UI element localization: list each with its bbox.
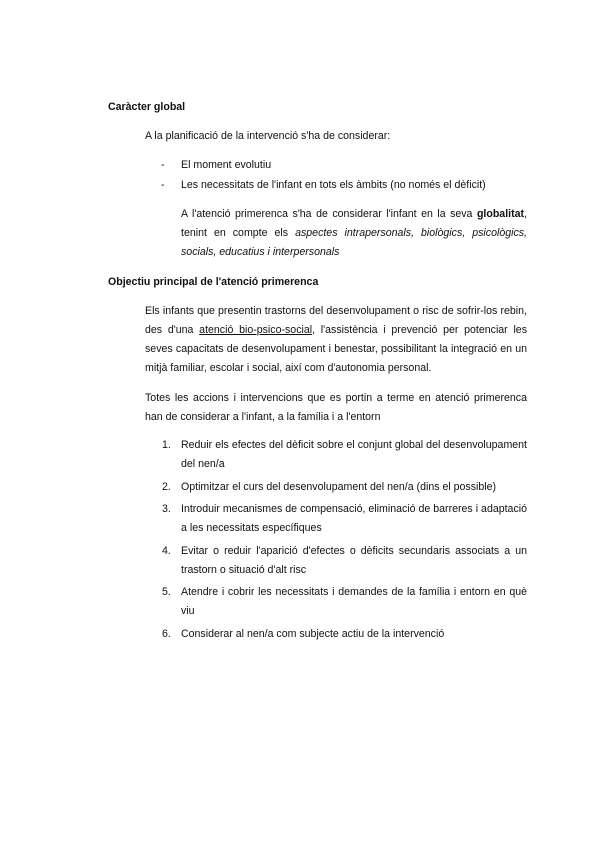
- list-item: 2. Optimitzar el curs del desenvolupament del nen/a (dins el possible): [162, 480, 497, 493]
- section2-paragraph-1: Els infants que presentin trastorns del desenvolupament o risc de sofrir-los rebin, des d'una atenció bio-psico-social, l'assistència i prevenció per potenciar les seves capacitats de desenvolupament i benestar, possibilitant la integració en un mitjà familiar, escolar i social, així com d'autonomia personal.: [145, 305, 528, 374]
- list-item: 6. Considerar al nen/a com subjecte actiu de la intervenció: [162, 627, 445, 640]
- list-item: - El moment evolutiu: [181, 156, 526, 175]
- section-heading-objectiu: Objectiu principal de l'atenció primerenca: [108, 276, 319, 288]
- aspects-italic: aspectes intrapersonals, biològics, psicològics, socials, educatius i interpersonals: [181, 227, 527, 258]
- list-item: 1. Reduir els efectes del dèficit sobre el conjunt global del desenvolupament del nen/a: [162, 439, 527, 470]
- dash-marker: -: [161, 179, 165, 191]
- objectives-numbered-list: [162, 436, 527, 647]
- list-item: 5. Atendre i cobrir les necessitats i demandes de la família i entorn en què viu: [162, 586, 527, 617]
- section2-paragraph-2: Totes les accions i intervencions que es portin a terme en atenció primerenca han de considerar a l'infant, a la família i a l'entorn: [145, 392, 527, 423]
- list-item: 3. Introduir mecanismes de compensació, eliminació de barreres i adaptació a les necessitats específiques: [162, 503, 527, 534]
- globalitat-bold: globalitat: [476, 208, 525, 220]
- section1-intro: A la planificació de la intervenció s'ha de considerar:: [145, 130, 391, 142]
- list-item: - Les necessitats de l'infant en tots els àmbits (no només el dèficit): [181, 176, 526, 195]
- section-heading-caracter-global: Caràcter global: [108, 101, 186, 113]
- bio-psico-social-underline: atenció bio-psico-social: [199, 324, 313, 336]
- section1-note: A l'atenció primerenca s'ha de considerar l'infant en la seva globalitat, tenint en compte els aspectes intrapersonals, biològics, psicològics, socials, educatius i interpersonals: [181, 208, 527, 258]
- list-item: 4. Evitar o reduir l'aparició d'efectes o dèficits secundaris associats a un trastorn o situació d'alt risc: [162, 544, 527, 576]
- section1-bullet-list: [161, 156, 526, 196]
- dash-marker: -: [161, 159, 165, 171]
